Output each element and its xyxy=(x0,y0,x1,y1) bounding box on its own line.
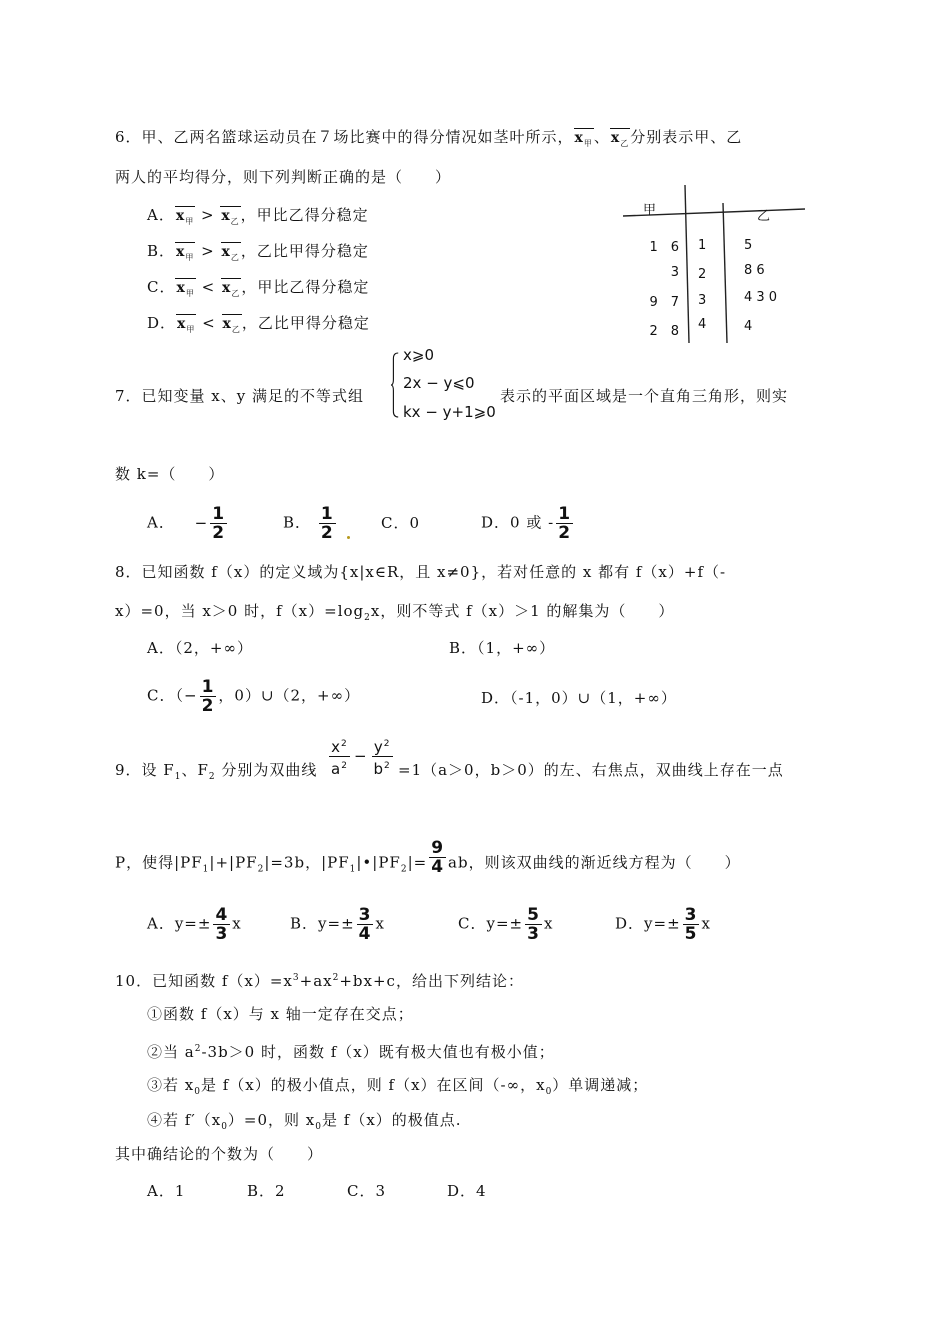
q9-option-c: C．y=± $\frac{5}{3}$ x xyxy=(458,905,554,944)
stem-row-left: 3 xyxy=(670,265,679,280)
stem-leaf-diagram xyxy=(623,183,813,345)
q9-suffix: =1（a＞0，b＞0）的左、右焦点，双曲线上存在一点 xyxy=(398,761,784,779)
q9-option-b: B．y=± $\frac{3}{4}$ x xyxy=(290,905,385,944)
q9-option-d: D．y=± $\frac{3}{5}$ x xyxy=(615,905,711,944)
q8-option-c: C．（− $\frac{1}{2}$ ，0）∪（2，+∞） xyxy=(147,677,361,716)
q6-option-d: D．$x_甲 < x_乙$，乙比甲得分稳定 xyxy=(147,313,370,340)
hyperbola-equation: $\frac{x^2}{a^2}$ − $\frac{y^2}{b^2}$ xyxy=(331,738,391,778)
q10-statement-1: ①函数 f（x）与 x 轴一定存在交点； xyxy=(147,1005,414,1023)
q6-option-a: A．$x_甲 > x_乙$，甲比乙得分稳定 xyxy=(147,205,369,232)
stem-row-right: 4 3 0 xyxy=(744,290,778,305)
stray-dot xyxy=(347,536,350,539)
stem-row-stem: 4 xyxy=(698,317,707,332)
q8-option-b: B．（1，+∞） xyxy=(449,639,556,657)
stem-head-right: 乙 xyxy=(757,209,771,224)
q10-question: 其中确结论的个数为（ ） xyxy=(115,1145,324,1163)
q9-line2: P，使得$|PF_1|+|PF_2|=3b$，$|PF_1|•|PF_2|=$ $\frac{9}{4}$ ab，则该双曲线的渐近线方程为（ ） xyxy=(115,838,741,877)
q6-option-b: B．$x_甲 > x_乙$，乙比甲得分稳定 xyxy=(147,241,369,268)
q7-suffix: 表示的平面区域是一个直角三角形，则实 xyxy=(500,387,789,405)
stem-row-stem: 1 xyxy=(698,238,707,253)
brace-icon xyxy=(391,345,399,425)
q8-line1: 8．已知函数 f（x）的定义域为{x|x∈R，且 x≠0}，若对任意的 x 都有 f（x）+f（- xyxy=(115,563,727,581)
q7-line2: 数 k=（ ） xyxy=(115,465,225,483)
q6-text-a: 6．甲、乙两名篮球运动员在７场比赛中的得分情况如茎叶所示， xyxy=(115,128,574,146)
stem-row-right: 4 xyxy=(744,319,753,334)
q10-option-d: D．4 xyxy=(447,1182,487,1200)
q6-line1 xyxy=(115,127,742,154)
q8-line2: x）=0，当 x＞0 时，$f(x)=\log_2x$，则不等式 f（x）＞1 的解集为（ ） xyxy=(115,602,675,623)
stem-row-left: 9 7 xyxy=(649,295,679,310)
stem-row-left: 2 8 xyxy=(649,324,679,339)
q10-statement-3: ③若 $x_0$是 f（x）的极小值点，则 f（x）在区间（-∞，$x_0$）单调递减； xyxy=(147,1076,649,1097)
q7-option-d: D．0 或 - $\frac{1}{2}$ xyxy=(481,504,572,543)
q6-line2: 两人的平均得分，则下列判断正确的是（ ） xyxy=(115,168,452,186)
stem-row-left: 1 6 xyxy=(649,240,679,255)
q6-sep: 、 xyxy=(593,128,610,146)
q10-option-b: B．2 xyxy=(247,1182,286,1200)
q10-line1: 10．已知函数 $f(x)=x^3+ax^2+bx+c$，给出下列结论： xyxy=(115,972,524,990)
q10-option-c: C．3 xyxy=(347,1182,387,1200)
stem-row-right: 5 xyxy=(744,238,753,253)
q9-option-a: A．y=± $\frac{4}{3}$ x xyxy=(147,905,242,944)
q6-option-c: C．$x_甲 < x_乙$，甲比乙得分稳定 xyxy=(147,277,369,304)
q7-option-b: B． $\frac{1}{2}$ xyxy=(283,504,334,543)
q7-option-c: C．0 xyxy=(381,514,421,532)
q7-option-a: A． − $\frac{1}{2}$ xyxy=(147,504,226,543)
inequality-1: x⩾0 xyxy=(403,346,434,364)
inequality-2: 2x − y⩽0 xyxy=(403,374,475,392)
q10-statement-4: ④若 $f'(x_0)=0$，则 $x_0$是 f（x）的极值点. xyxy=(147,1111,462,1132)
q9-line1: 9．设 $F_1$、$F_2$ 分别为双曲线 xyxy=(115,761,318,782)
stem-row-stem: 3 xyxy=(698,293,707,308)
stem-row-right: 8 6 xyxy=(744,263,765,278)
stem-row-stem: 2 xyxy=(698,267,707,282)
q7-prefix: 7．已知变量 x、y 满足的不等式组 xyxy=(115,387,365,405)
xbar-jia: $x_甲$ xyxy=(574,128,594,154)
q8-option-a: A．（2，+∞） xyxy=(147,639,253,657)
q8-option-d: D．（-1，0）∪（1，+∞） xyxy=(481,689,677,707)
inequality-3: kx − y+1⩾0 xyxy=(403,403,496,421)
q10-statement-2: ②当 $a^2-3b>0$ 时，函数 f（x）既有极大值也有极小值； xyxy=(147,1043,555,1061)
xbar-yi: $x_乙$ xyxy=(610,128,630,154)
inequality-system xyxy=(391,345,501,427)
q6-text-b: 分别表示甲、乙 xyxy=(630,128,743,146)
stem-head-left: 甲 xyxy=(643,203,657,218)
q10-option-a: A．1 xyxy=(147,1182,186,1200)
